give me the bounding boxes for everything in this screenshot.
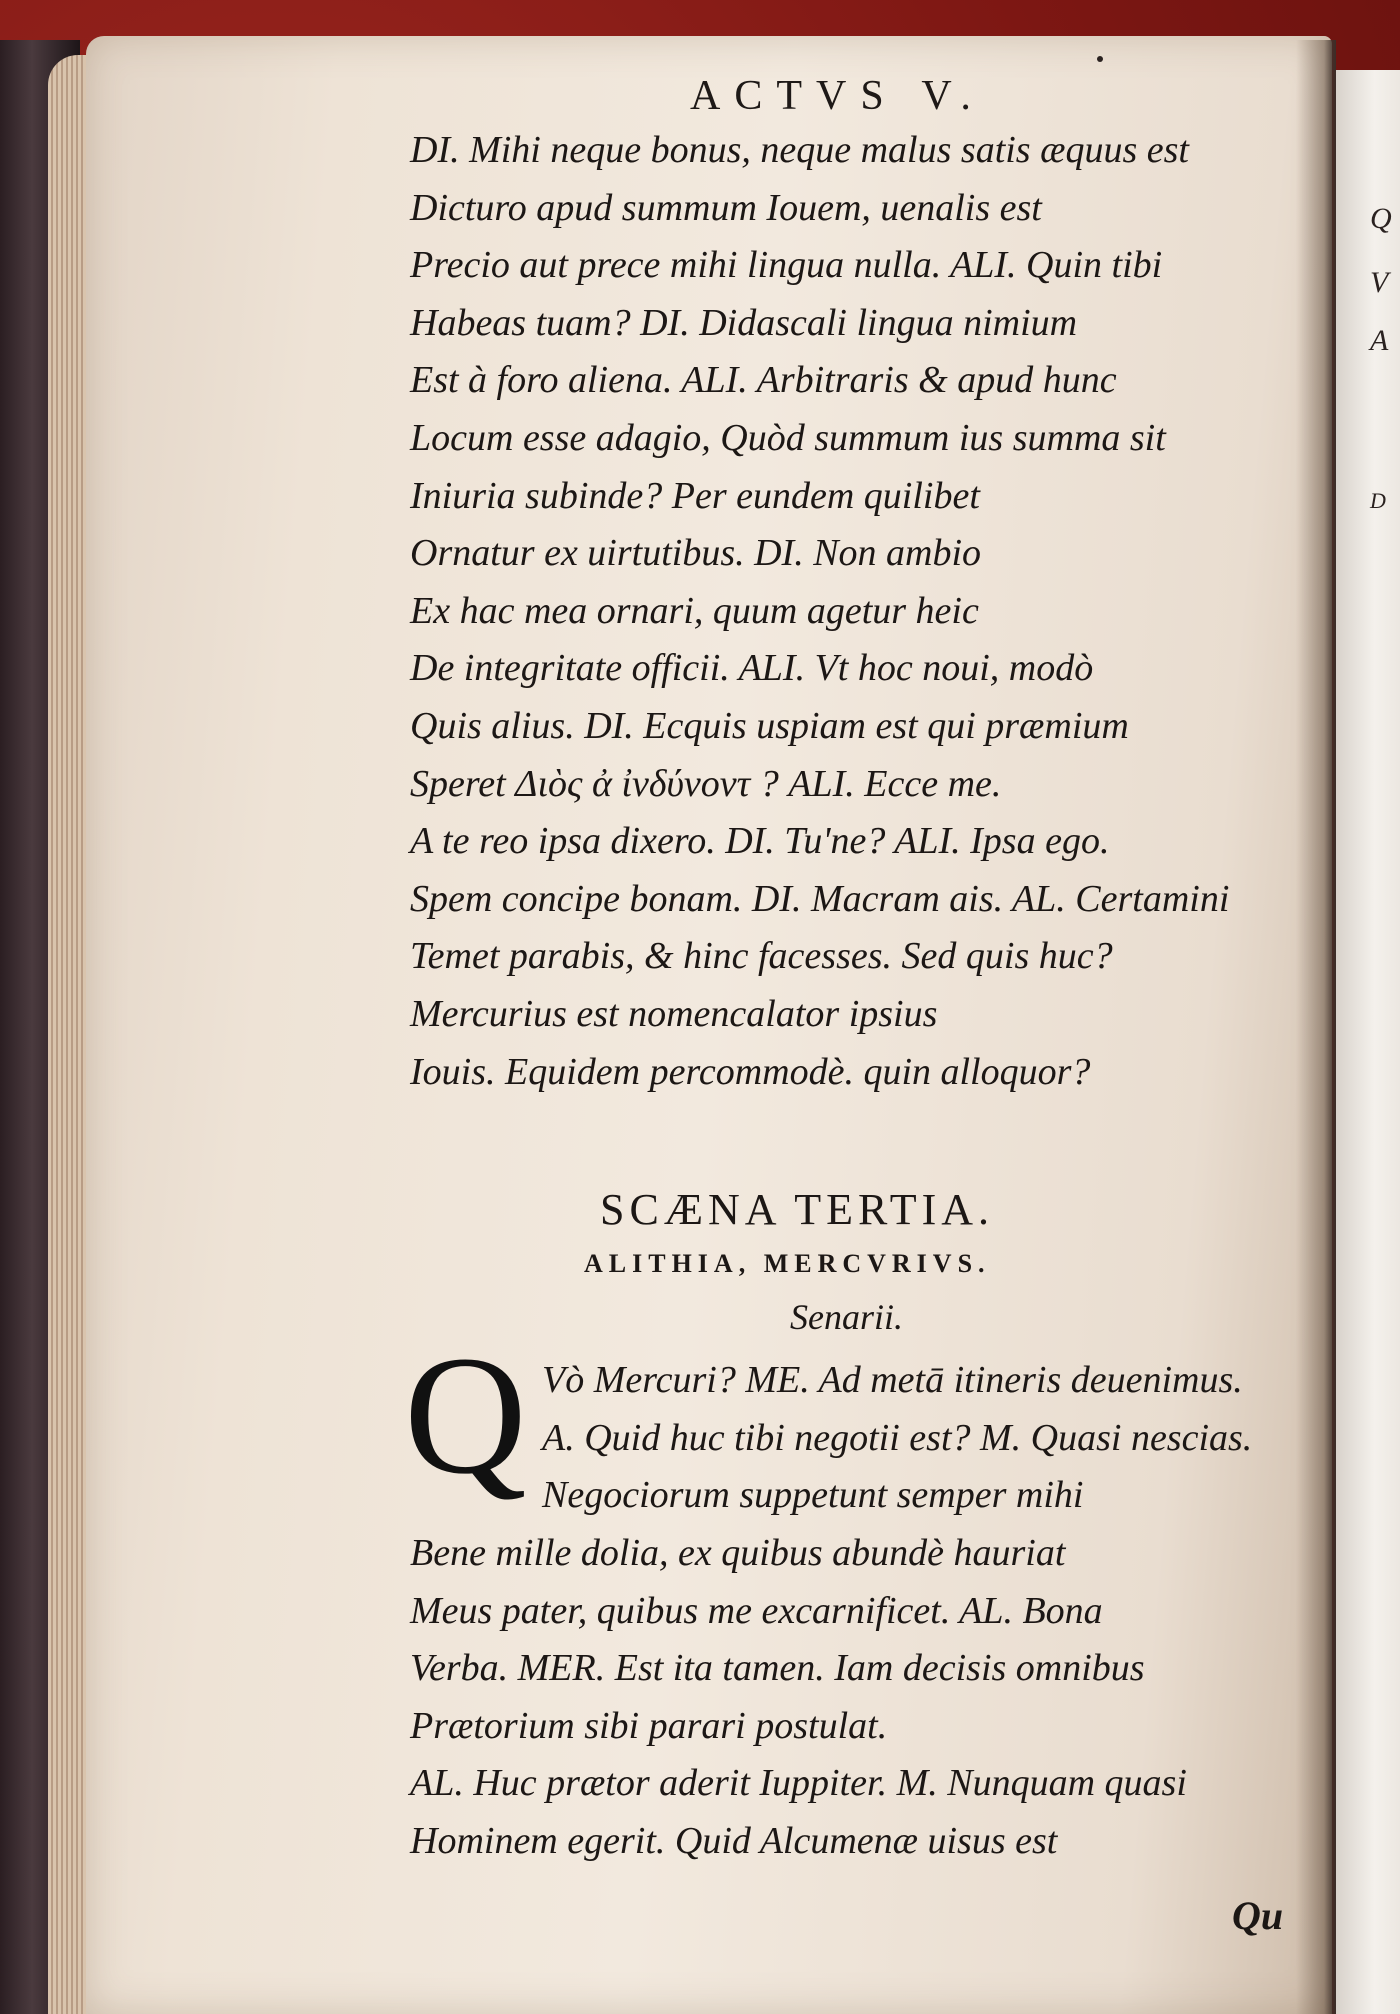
scene-line: Bene mille dolia, ex quibus abundè hauriat <box>410 1532 1066 1574</box>
scene-line: Prætorium sibi parari postulat. <box>410 1704 888 1747</box>
catchword: Qu <box>1232 1893 1284 1938</box>
facing-page-fragment: V <box>1370 266 1389 299</box>
verse-line: Est à foro aliena. ALI. Arbitraris & apud hunc <box>410 359 1117 402</box>
verse-line: Quis alius. DI. Ecquis uspiam est qui præmium <box>410 704 1129 747</box>
running-head: ACTVS V. <box>690 73 985 119</box>
scene-line: Hominem egerit. Quid Alcumenæ uisus est <box>410 1819 1058 1862</box>
scene-verse-block <box>410 1525 1310 1871</box>
scene-meter: Senarii. <box>790 1297 903 1337</box>
scene-line: Verba. MER. Est ita tamen. Iam decisis omnibus <box>410 1647 1145 1690</box>
facing-page <box>1336 70 1400 2014</box>
facing-page-fragment: A <box>1370 324 1389 357</box>
verse-line: Speret Διὸς ἀ ἰνδύνοντ ? ALI. Ecce me. <box>410 762 1002 805</box>
verse-line: Ornatur ex uirtutibus. DI. Non ambio <box>410 532 982 575</box>
verse-line: Temet parabis, & hinc facesses. Sed quis huc? <box>410 935 1113 978</box>
verse-line: Dicturo apud summum Iouem, uenalis est <box>410 186 1042 229</box>
verse-line: A te reo ipsa dixero. DI. Tu'ne? ALI. Ipsa ego. <box>410 820 1110 863</box>
verse-line: Locum esse adagio, Quòd summum ius summa sit <box>410 416 1166 459</box>
scene-line: A. Quid huc tibi negotii est? M. Quasi nescias. <box>542 1416 1253 1459</box>
verse-line: Spem concipe bonam. DI. Macram ais. AL. Certamini <box>410 877 1230 920</box>
verse-line: De integritate officii. ALI. Vt hoc noui, modò <box>410 647 1094 690</box>
verse-line: Iouis. Equidem percommodè. quin alloquor? <box>410 1050 1091 1093</box>
verse-line: Iniuria subinde? Per eundem quilibet <box>410 474 980 517</box>
scene-persons: ALITHIA, MERCVRIVS. <box>584 1249 991 1278</box>
scene-title: SCÆNA TERTIA. <box>600 1185 995 1234</box>
scene-line: Meus pater, quibus me excarnificet. AL. Bona <box>410 1589 1103 1632</box>
verse-line: Habeas tuam? DI. Didascali lingua nimium <box>410 301 1078 344</box>
verse-line: DI. Mihi neque bonus, neque malus satis æquus est <box>410 129 1189 171</box>
verse-block <box>410 122 1310 1101</box>
verse-line: Precio aut prece mihi lingua nulla. ALI. Quin tibi <box>410 244 1163 287</box>
scene-line: AL. Huc prætor aderit Iuppiter. M. Nunquam quasi <box>410 1762 1187 1805</box>
scene-line: Negociorum suppetunt semper mihi <box>542 1474 1084 1517</box>
verse-line: Ex hac mea ornari, quum agetur heic <box>410 589 979 632</box>
ink-dot <box>1097 56 1103 62</box>
drop-cap: Q <box>404 1321 527 1509</box>
verse-line: Mercurius est nomencalator ipsius <box>410 992 938 1035</box>
scene-indented-block <box>542 1352 1322 1525</box>
facing-page-fragment: D <box>1370 488 1386 513</box>
scene-line: Vò Mercuri? ME. Ad metā itineris deuenimus. <box>542 1359 1243 1401</box>
facing-page-fragment: Q <box>1370 202 1392 235</box>
